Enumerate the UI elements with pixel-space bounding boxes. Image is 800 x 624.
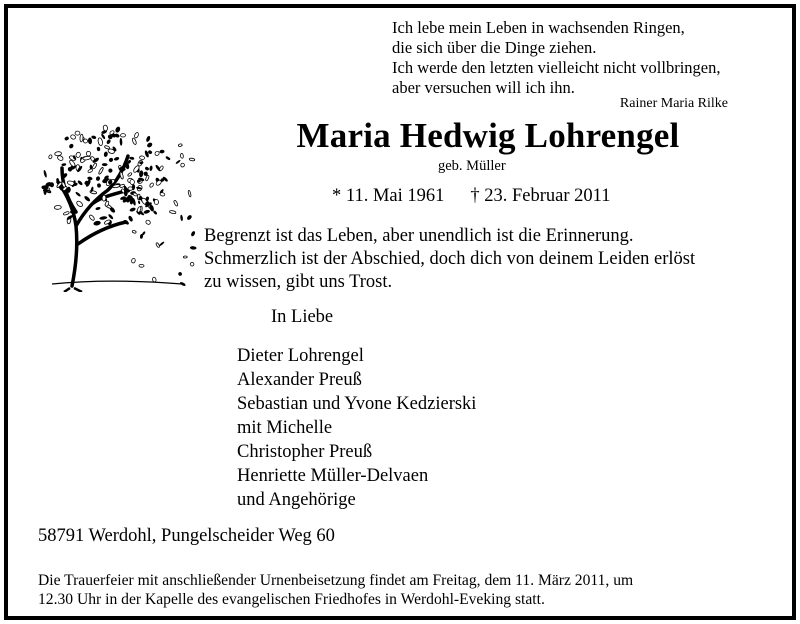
mourner: Dieter Lohrengel [237, 346, 364, 366]
poem-line: aber versuchen will ich ihn. [392, 78, 575, 97]
verse [204, 225, 695, 294]
funeral-notice [38, 571, 633, 609]
mourners-list [237, 344, 476, 512]
poem-line: Ich lebe mein Leben in wachsenden Ringen, [392, 18, 685, 37]
in-love-heading: In Liebe [271, 307, 334, 327]
death-date: † 23. Februar 2011 [470, 186, 611, 206]
mourner: Sebastian und Yvone Kedzierski [237, 394, 477, 414]
poem-line: die sich über die Dinge ziehen. [392, 38, 597, 57]
obituary-frame [4, 4, 796, 620]
mourner: mit Michelle [237, 418, 333, 438]
poem-author: Rainer Maria Rilke [619, 96, 728, 111]
mourner: Alexander Preuß [237, 370, 362, 390]
poem [392, 18, 721, 98]
funeral-line: Die Trauerfeier mit anschließender Urnenbeisetzung findet am Freitag, dem 11. März 2011, um [38, 572, 634, 589]
mourner: Christopher Preuß [237, 442, 373, 462]
poem-line: Ich werde den letzten vielleicht nicht vollbringen, [392, 58, 721, 77]
verse-line: Schmerzlich ist der Abschied, doch dich von deinem Leiden erlöst [204, 249, 696, 269]
verse-line: zu wissen, gibt uns Trost. [204, 272, 393, 292]
address: 58791 Werdohl, Pungelscheider Weg 60 [38, 526, 335, 546]
birth-name: geb. Müller [438, 158, 506, 174]
life-dates [332, 186, 610, 207]
verse-line: Begrenzt ist das Leben, aber unendlich ist die Erinnerung. [204, 226, 634, 246]
deceased-name: Maria Hedwig Lohrengel [296, 116, 680, 155]
mourner: und Angehörige [237, 490, 356, 510]
mourner: Henriette Müller-Delvaen [237, 466, 429, 486]
birth-date: * 11. Mai 1961 [332, 186, 445, 206]
funeral-line: 12.30 Uhr in der Kapelle des evangelischen Friedhofes in Werdohl-Eveking statt. [38, 591, 545, 608]
